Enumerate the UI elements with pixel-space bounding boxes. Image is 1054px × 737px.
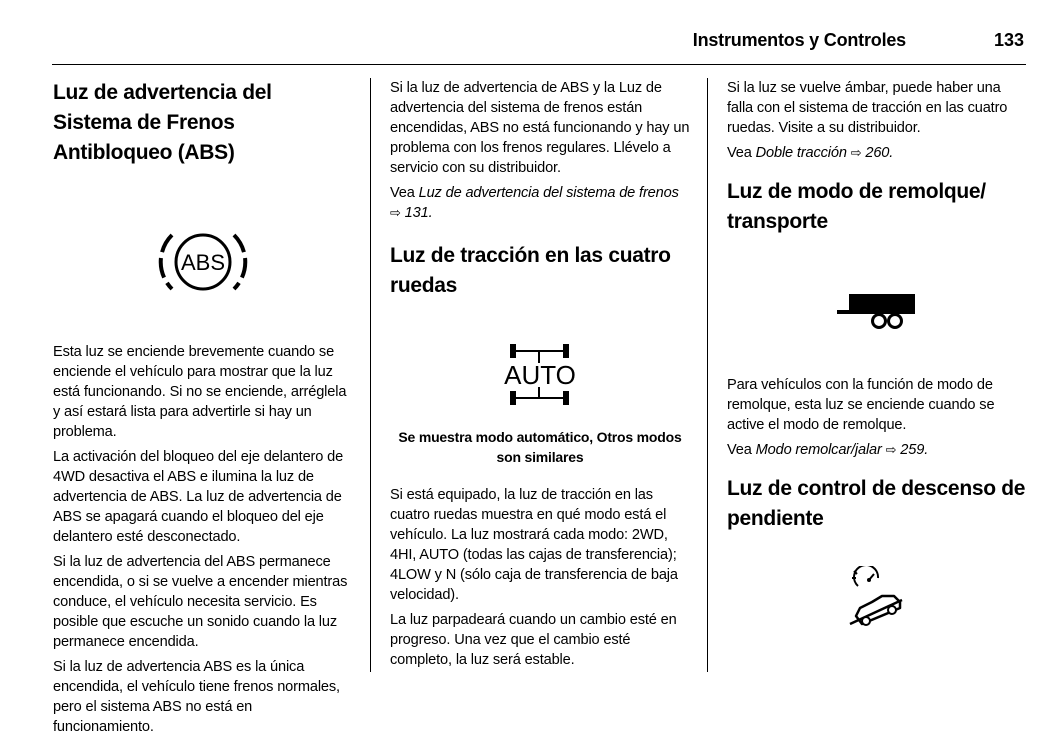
tow-haul-heading: Luz de modo de remolque/ transporte bbox=[727, 180, 986, 233]
cross-reference-arrow-icon: ⇨ bbox=[390, 205, 401, 220]
tow-icon-container bbox=[727, 257, 1027, 367]
reference-title[interactable]: Modo remolcar/jalar bbox=[755, 442, 882, 458]
abs-brake-paragraph: Si la luz de advertencia de ABS y la Luz de advertencia del sistema de frenos están encendidas, ABS no está funcionando y hay un problema con los frenos regulares. Llévelo a servicio con su distribuidor. bbox=[390, 80, 690, 176]
four-wheel-drive-reference: Vea Doble tracción ⇨ 260. bbox=[727, 145, 894, 161]
auto-icon-text: AUTO bbox=[504, 360, 576, 390]
abs-icon-text: ABS bbox=[180, 250, 226, 275]
tow-haul-trailer-icon bbox=[835, 290, 919, 334]
auto-icon-caption: Se muestra modo automático, Otros modos son similares bbox=[398, 429, 682, 465]
reference-title[interactable]: Luz de advertencia del sistema de frenos bbox=[418, 185, 679, 201]
auto-icon-container bbox=[390, 329, 690, 419]
reference-page[interactable]: 259 bbox=[900, 442, 925, 458]
amber-light-paragraph: Si la luz se vuelve ámbar, puede haber una falla con el sistema de tracción en las cuatro ruedas. Visite a su distribuidor. bbox=[727, 80, 1008, 136]
four-wheel-drive-heading: Luz de tracción en las cuatro ruedas bbox=[390, 244, 671, 297]
reference-title[interactable]: Doble tracción bbox=[755, 145, 847, 161]
hill-descent-control-icon bbox=[842, 566, 912, 632]
cross-reference-arrow-icon: ⇨ bbox=[850, 145, 862, 160]
hill-icon-container bbox=[727, 564, 1027, 634]
abs-icon-container bbox=[53, 212, 353, 312]
header-rule bbox=[52, 64, 1026, 65]
abs-paragraph-3: Si la luz de advertencia del ABS permanece encendida, o si se vuelve a encender mientras conduce, el vehículo necesita servicio. Es posible que escuche un sonido cuando la luz permanece encendida. bbox=[53, 554, 348, 650]
abs-paragraph-1: Esta luz se enciende brevemente cuando se enciende el vehículo para mostrar que la luz está funcionando. Si no se enciende, arréglela y así estará lista para advertirle si hay un problema. bbox=[53, 344, 347, 440]
reference-prefix: Vea bbox=[727, 442, 752, 458]
reference-prefix: Vea bbox=[390, 185, 415, 201]
reference-page[interactable]: 131 bbox=[404, 205, 429, 221]
abs-warning-light-icon bbox=[158, 226, 248, 298]
column-2 bbox=[390, 78, 690, 670]
abs-paragraph-4: Si la luz de advertencia ABS es la única encendida, el vehículo tiene frenos normales, pero el sistema ABS no está en funcionamiento. bbox=[53, 659, 340, 735]
page-number: 133 bbox=[993, 30, 1024, 50]
tow-haul-reference: Vea Modo remolcar/jalar ⇨ 259. bbox=[727, 442, 929, 458]
four-wheel-drive-auto-icon bbox=[500, 339, 580, 409]
cross-reference-arrow-icon: ⇨ bbox=[885, 442, 897, 457]
four-wheel-drive-paragraph-2: La luz parpadeará cuando un cambio esté en progreso. Una vez que el cambio esté completo, la luz será estable. bbox=[390, 612, 677, 668]
column-1 bbox=[53, 78, 353, 737]
tow-haul-paragraph: Para vehículos con la función de modo de remolque, esta luz se enciende cuando se active el modo de remolque. bbox=[727, 377, 995, 433]
column-divider bbox=[707, 78, 708, 672]
abs-heading: Luz de advertencia del Sistema de Frenos Antibloqueo (ABS) bbox=[53, 81, 272, 164]
column-divider bbox=[370, 78, 371, 672]
section-title: Instrumentos y Controles bbox=[692, 30, 906, 50]
page-header bbox=[524, 30, 1024, 56]
four-wheel-drive-paragraph-1: Si está equipado, la luz de tracción en las cuatro ruedas muestra en qué modo está el vehículo. La luz mostrará cada modo: 2WD, 4HI, AUTO (todas las cajas de transferencia); 4LOW y N (sólo caja de transferencia de baja velocidad). bbox=[390, 487, 678, 603]
column-3 bbox=[727, 78, 1027, 634]
abs-paragraph-2: La activación del bloqueo del eje delantero de 4WD desactiva el ABS e ilumina la luz de advertencia de ABS. La luz de advertencia de ABS se apagará cuando el bloqueo del eje delantero esté desconectado. bbox=[53, 449, 344, 545]
reference-prefix: Vea bbox=[727, 145, 752, 161]
hill-descent-heading: Luz de control de descenso de pendiente bbox=[727, 477, 1026, 530]
reference-page[interactable]: 260 bbox=[865, 145, 890, 161]
brake-reference: Vea Luz de advertencia del sistema de frenos ⇨ 131. bbox=[390, 185, 679, 221]
